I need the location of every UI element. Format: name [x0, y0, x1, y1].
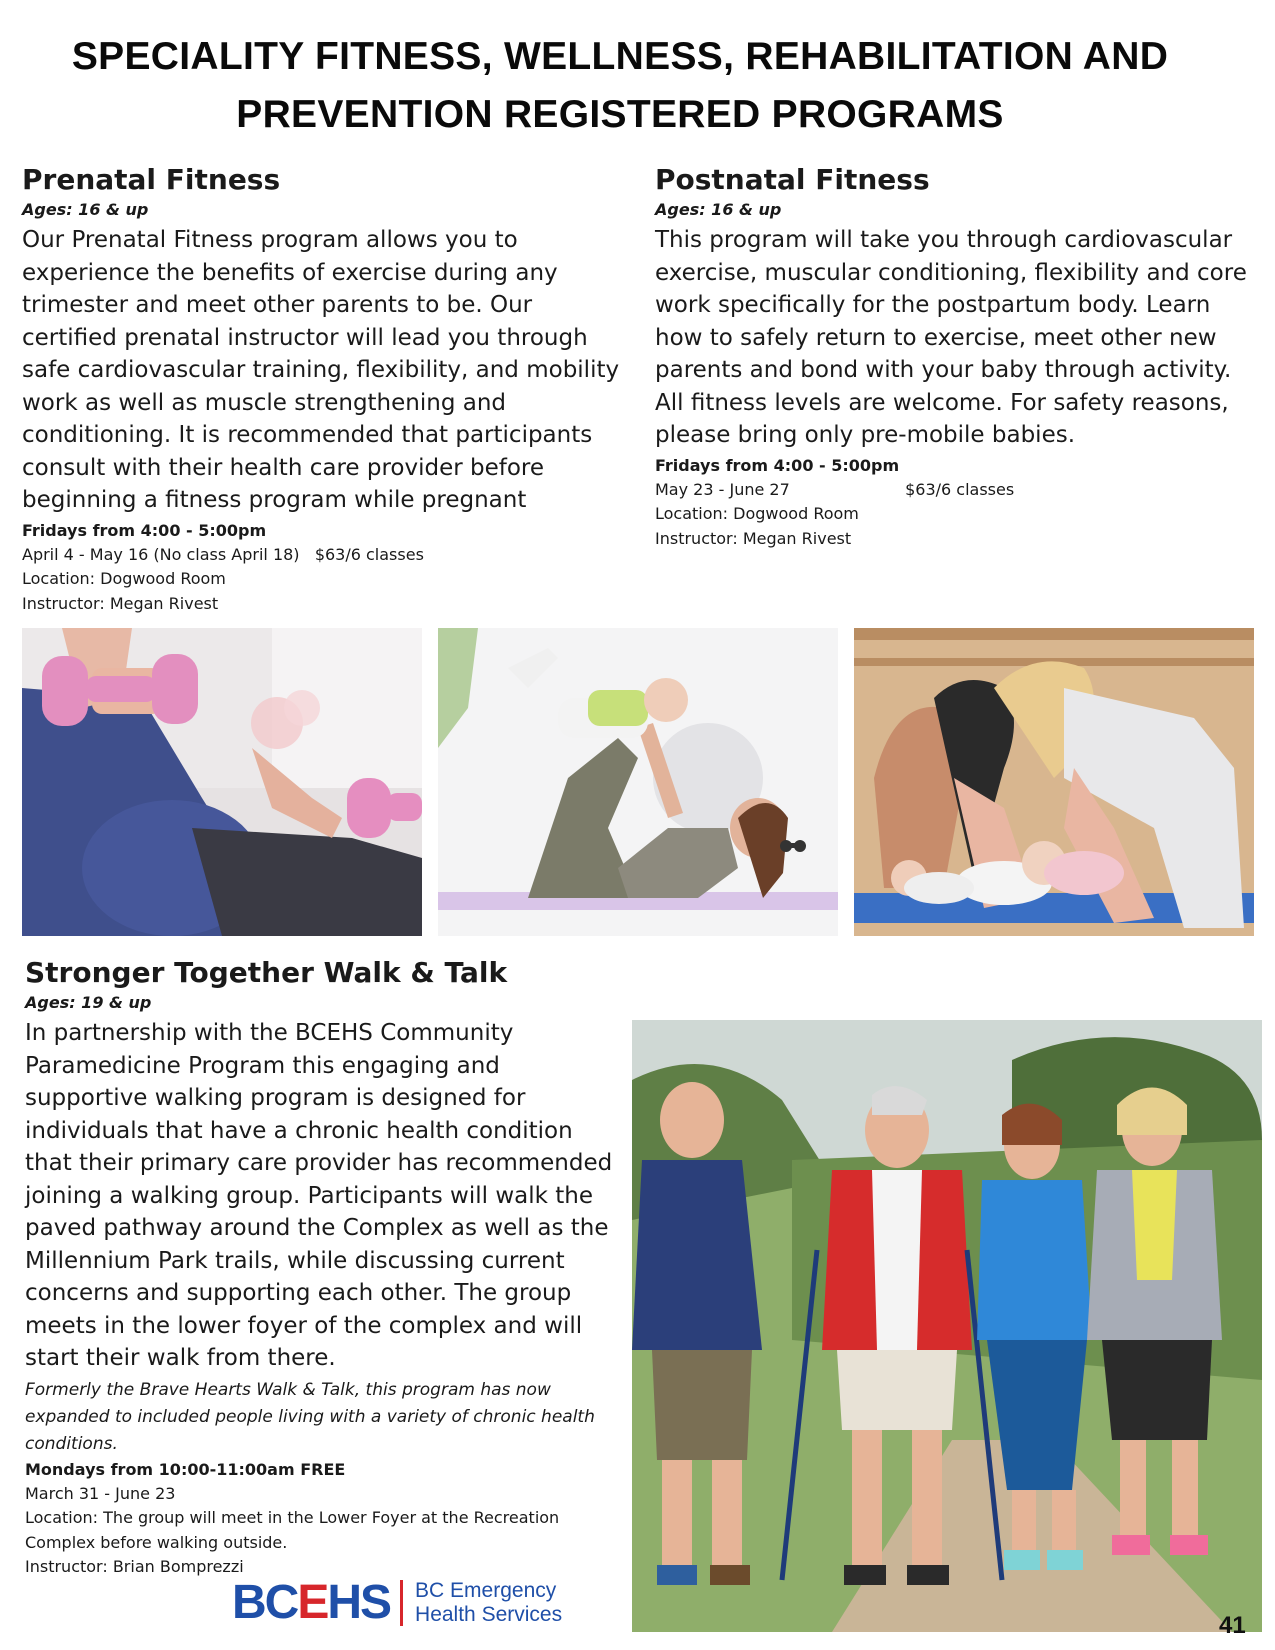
postnatal-mother-baby-photo [438, 628, 838, 936]
logo-divider [400, 1580, 403, 1626]
walk-section [25, 955, 615, 1580]
prenatal-section [22, 162, 622, 616]
walk-schedule: Mondays from 10:00-11:00am FREE [25, 1459, 346, 1479]
walk-note: Formerly the Brave Hearts Walk & Talk, this program has now expanded to included people living with a variety of chronic health conditions. [25, 1379, 595, 1454]
walk-photo [632, 1020, 1262, 1632]
prenatal-photo [22, 628, 422, 936]
postnatal-section [655, 162, 1255, 551]
walk-ages: Ages: 19 & up [25, 993, 152, 1012]
bcehs-logo-text: BC Emergency Health Services [415, 1579, 563, 1626]
bcehs-logo-mark: BCEHS [232, 1576, 391, 1629]
prenatal-description: Our Prenatal Fitness program allows you to experience the benefits of exercise during any trimester and meet other parents to be. Our certified prenatal instructor will lead you through safe cardiovascular training, flexibility, and mobility work as well as muscle strengthening and conditioning. It is recommended that participants consult with their health care provider before beginning a fitness program while pregnant [22, 227, 620, 513]
page-number: 41 [1219, 1612, 1246, 1639]
prenatal-location: Location: Dogwood Room [22, 569, 226, 588]
prenatal-title: Prenatal Fitness [22, 163, 281, 196]
postnatal-ages: Ages: 16 & up [655, 200, 782, 219]
postnatal-location: Location: Dogwood Room [655, 504, 859, 523]
prenatal-dates-row [22, 543, 622, 568]
prenatal-dates: April 4 - May 16 (No class April 18) [22, 544, 300, 564]
postnatal-dates: May 23 - June 27 [655, 479, 790, 499]
prenatal-schedule: Fridays from 4:00 - 5:00pm [22, 520, 267, 540]
postnatal-dates-row [655, 478, 1255, 503]
walk-dates: March 31 - June 23 [25, 1483, 176, 1503]
page-title-line1: SPECIALITY FITNESS, WELLNESS, REHABILITATION AND [71, 35, 1169, 78]
bcehs-logo [232, 1576, 562, 1630]
postnatal-instructor: Instructor: Megan Rivest [655, 528, 852, 548]
walk-location: Location: The group will meet in the Lower Foyer at the Recreation Complex before walking outside. [25, 1508, 560, 1552]
walk-title: Stronger Together Walk & Talk [25, 956, 508, 989]
walk-description: In partnership with the BCEHS Community Paramedicine Program this engaging and supportive walking program is designed for individuals that have a chronic health condition that their primary care provider has recommended joining a walking group. Participants will walk the paved pathway around the Complex as well as the Millennium Park trails, while discussing current concerns and supporting each other. The group meets in the lower foyer of the complex and will start their walk from there. [25, 1020, 613, 1371]
postnatal-price: $63/6 classes [905, 479, 1015, 499]
postnatal-title: Postnatal Fitness [655, 163, 930, 196]
prenatal-price: $63/6 classes [314, 544, 424, 564]
prenatal-instructor: Instructor: Megan Rivest [22, 593, 219, 613]
walk-instructor: Instructor: Brian Bomprezzi [25, 1557, 244, 1576]
prenatal-ages: Ages: 16 & up [22, 200, 149, 219]
postnatal-description: This program will take you through cardiovascular exercise, muscular conditioning, flexibility and core work specifically for the postpartum body. Learn how to safely return to exercise, meet other new parents and bond with your baby through activity. All fitness levels are welcome. For safety reasons, please bring only pre-mobile babies. [655, 227, 1247, 448]
postnatal-schedule: Fridays from 4:00 - 5:00pm [655, 455, 900, 475]
postnatal-group-photo [854, 628, 1254, 936]
page-title [40, 28, 1200, 144]
page-title-line2: PREVENTION REGISTERED PROGRAMS [236, 93, 1004, 136]
